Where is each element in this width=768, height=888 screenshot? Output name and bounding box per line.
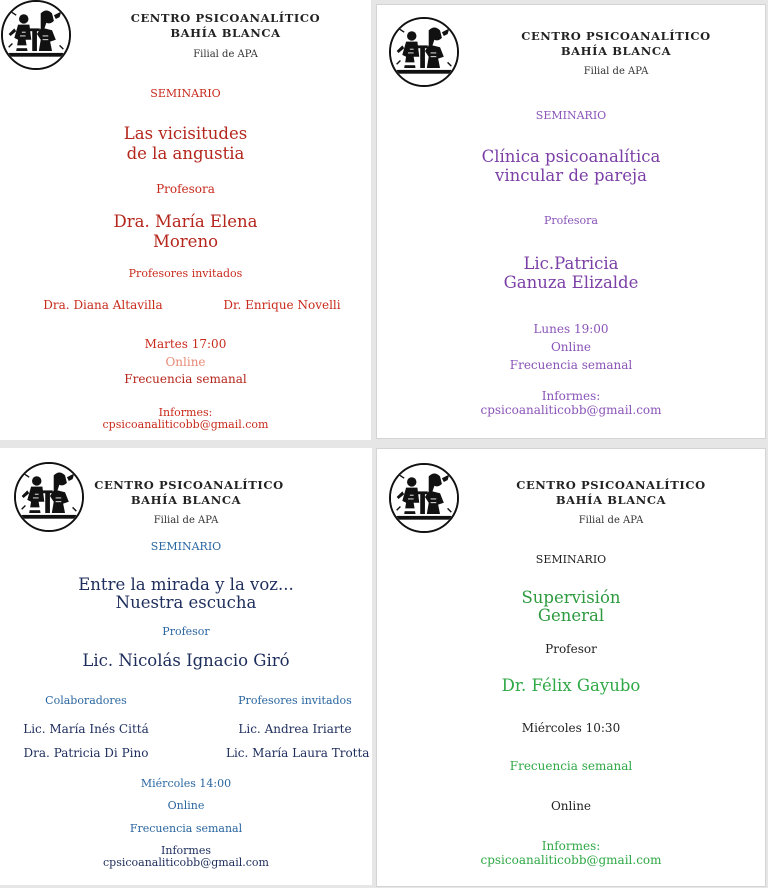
teacher-name-line2: Ganuza Elizalde [503, 273, 639, 292]
teacher-role: Profesor [162, 625, 210, 638]
seminar-title-line2: General [537, 606, 605, 625]
frequency: Frecuencia semanal [129, 822, 243, 835]
collaborator-name: Dra. Patricia Di Pino [23, 746, 149, 760]
contact-email: cpsicoanaliticobb@gmail.com [480, 403, 662, 417]
seminar-label: SEMINARIO [535, 109, 607, 122]
affiliate-label: Filial de APA [583, 66, 649, 77]
institution-name: CENTRO PSICOANALÍTICO [516, 478, 706, 492]
seminar-title-line1: Supervisión [521, 588, 621, 607]
institution-name: CENTRO PSICOANALÍTICO [94, 478, 284, 492]
seminar-card-supervision [376, 448, 766, 887]
seminar-card-mirada-voz [0, 448, 372, 885]
contact-email: cpsicoanaliticobb@gmail.com [103, 856, 269, 869]
schedule: Martes 17:00 [144, 337, 227, 351]
info-label: Informes: [541, 839, 601, 853]
info-label: Informes: [158, 406, 213, 419]
seminar-card-pareja [376, 4, 766, 439]
institution-city: BAHÍA BLANCA [560, 44, 672, 58]
seminar-label: SEMINARIO [150, 540, 222, 553]
teacher-name-line2: Moreno [152, 232, 219, 251]
seminar-title-line1: Clínica psicoanalítica [481, 147, 661, 166]
contact-email: cpsicoanaliticobb@gmail.com [102, 418, 269, 431]
institution-city: BAHÍA BLANCA [170, 26, 281, 40]
guest-name: Dr. Enrique Novelli [223, 298, 341, 312]
affiliate-label: Filial de APA [193, 49, 258, 60]
seminar-title-line2: vincular de pareja [495, 166, 647, 185]
affiliate-label: Filial de APA [578, 515, 644, 526]
collaborators-label: Colaboradores [45, 694, 127, 707]
schedule: Lunes 19:00 [533, 322, 609, 336]
institution-name: CENTRO PSICOANALÍTICO [521, 29, 711, 43]
teacher-name: Lic. Nicolás Ignacio Giró [82, 651, 290, 670]
frequency: Frecuencia semanal [509, 358, 633, 372]
logo-emblem-icon [389, 463, 459, 533]
guest-name: Dra. Diana Altavilla [43, 298, 163, 312]
institution-city: BAHÍA BLANCA [130, 493, 242, 507]
guests-label: Profesores invitados [128, 267, 243, 280]
guest-name: Lic. Andrea Iriarte [238, 722, 352, 736]
seminar-title-line1: Entre la mirada y la voz... [78, 575, 294, 594]
teacher-name-line1: Dra. María Elena [113, 212, 258, 231]
modality: Online [550, 340, 592, 354]
contact-email: cpsicoanaliticobb@gmail.com [480, 853, 662, 867]
seminar-label: SEMINARIO [150, 87, 221, 100]
teacher-role: Profesora [544, 214, 598, 227]
guest-name: Lic. María Laura Trotta [226, 746, 370, 760]
logo-emblem-icon [389, 17, 459, 87]
affiliate-label: Filial de APA [153, 515, 219, 526]
seminar-title-line1: Las vicisitudes [123, 124, 248, 143]
guests-label: Profesores invitados [238, 694, 352, 707]
info-label: Informes: [541, 389, 601, 403]
modality: Online [165, 355, 206, 369]
teacher-role: Profesor [545, 642, 597, 656]
schedule: Miércoles 10:30 [521, 721, 621, 735]
info-label: Informes [161, 844, 211, 857]
institution-name: CENTRO PSICOANALÍTICO [130, 11, 321, 25]
seminar-title-line2: Nuestra escucha [115, 593, 257, 612]
logo-emblem-icon [1, 0, 71, 70]
seminar-label: SEMINARIO [535, 553, 607, 566]
teacher-name-line1: Lic.Patricia [523, 254, 619, 273]
seminar-title-line2: de la angustia [126, 144, 245, 163]
modality: Online [550, 799, 592, 813]
schedule: Miércoles 14:00 [140, 777, 232, 790]
modality: Online [167, 799, 205, 812]
frequency: Frecuencia semanal [124, 372, 247, 386]
teacher-name: Dr. Félix Gayubo [501, 676, 641, 695]
seminar-card-angustia [0, 0, 371, 440]
teacher-role: Profesora [156, 182, 215, 196]
collaborator-name: Lic. María Inés Cittá [23, 722, 149, 736]
institution-city: BAHÍA BLANCA [555, 493, 667, 507]
frequency: Frecuencia semanal [509, 759, 633, 773]
